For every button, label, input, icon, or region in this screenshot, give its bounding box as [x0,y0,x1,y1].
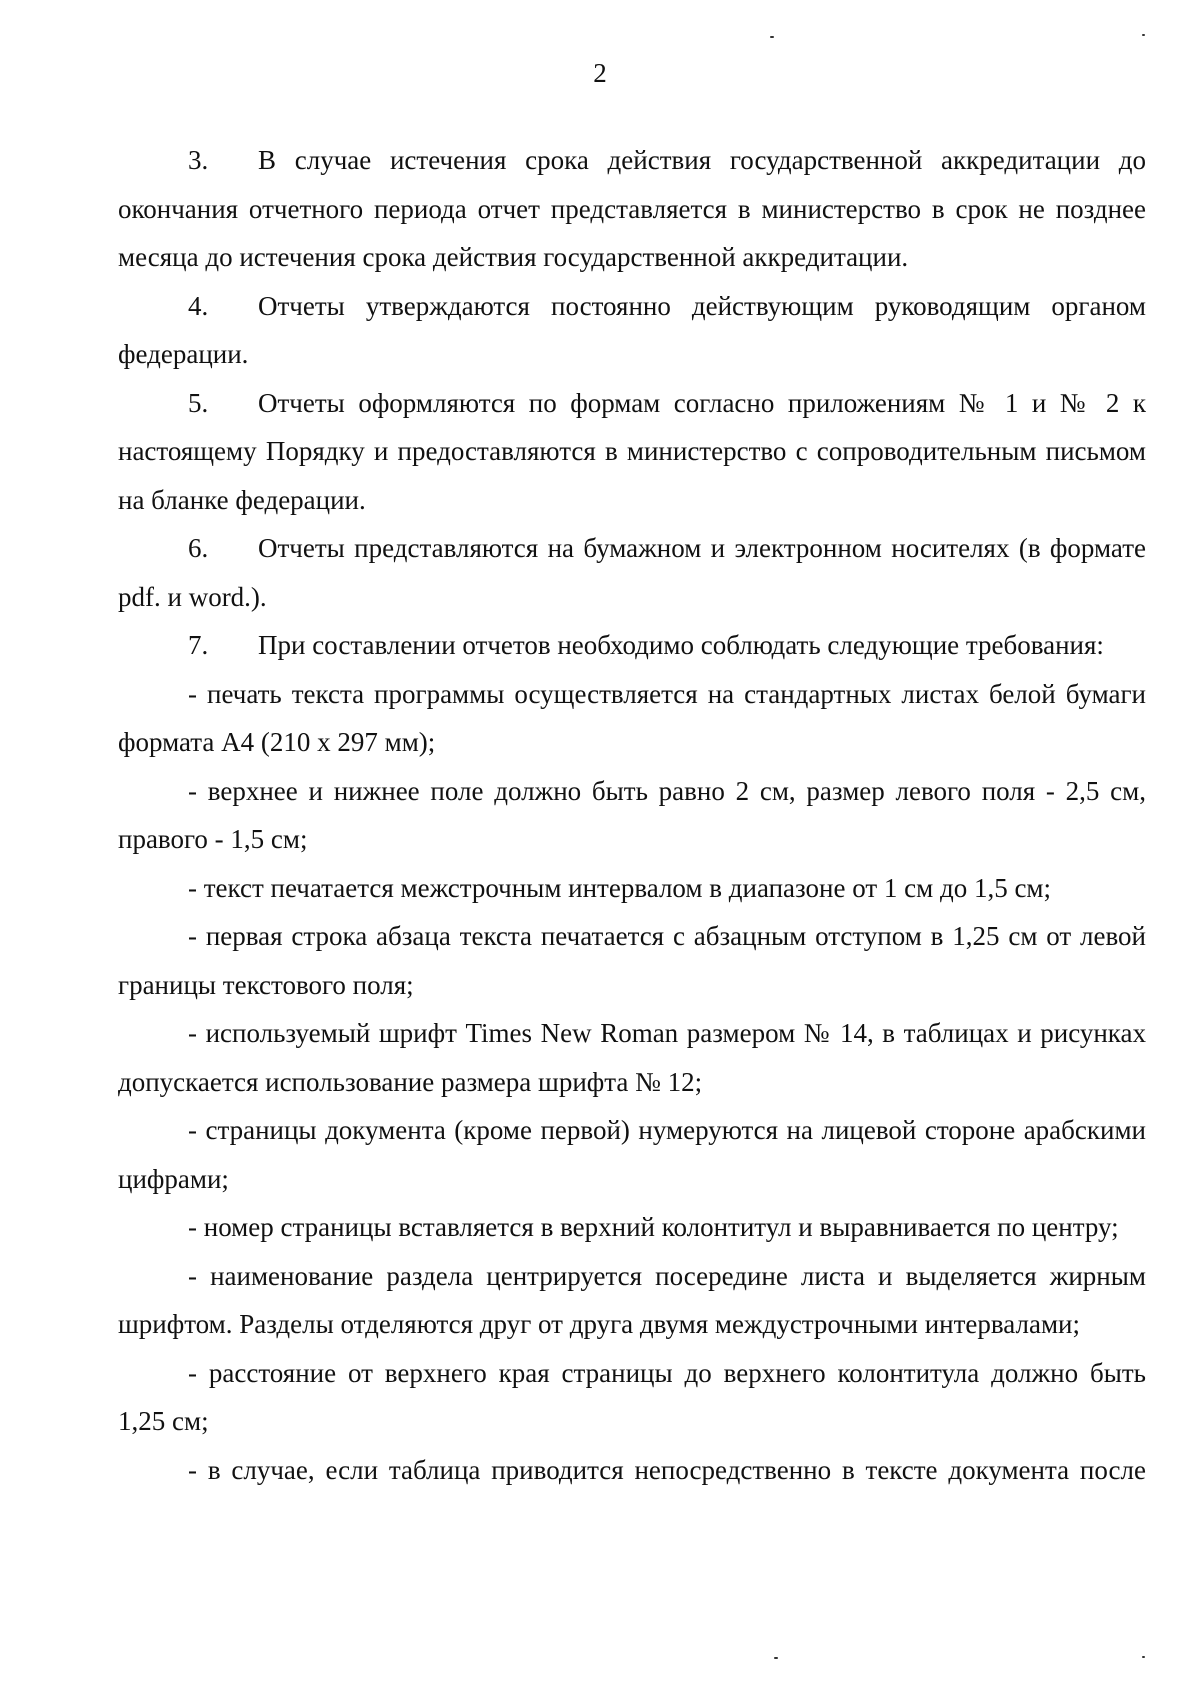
requirement-item: - текст печатается межстрочным интервалом в диапазоне от 1 см до 1,5 см; [188,872,1052,903]
requirement-item: - в случае, если таблица приводится непосредственно в тексте документа после [188,1454,1146,1485]
requirement-item: - расстояние от верхнего края страницы до верхнего колонтитула должно быть 1,25 см; [118,1357,1146,1436]
paragraph-text: В случае истечения срока действия государственной аккредитации до окончания отчетного периода отчет представляется в министерство в срок не позднее месяца до истечения срока действия государственной аккредитации. [118,145,1146,272]
paragraph-7 [118,621,1146,670]
paragraph-5 [118,379,1146,525]
paragraph-number: 3. [188,145,209,175]
paragraph-number: 7. [188,630,209,660]
paragraph-text: Отчеты утверждаются постоянно действующим руководящим органом федерации. [118,290,1146,369]
requirement-item: - используемый шрифт Times New Roman размером № 14, в таблицах и рисунках допускается использование размера шрифта № 12; [118,1018,1146,1097]
paragraph-number: 5. [188,387,209,418]
paragraph-6 [118,524,1146,621]
requirement-item: - наименование раздела центрируется посередине листа и выделяется жирным шрифтом. Разделы отделяются друг от друга двумя междустрочными интервалами; [118,1260,1146,1339]
scan-speck [774,1657,778,1659]
requirement-item: - верхнее и нижнее поле должно быть равно 2 см, размер левого поля - 2,5 см, правого - 1,5 см; [118,775,1146,854]
paragraph-number: 6. [188,533,209,563]
paragraph-4 [118,282,1146,379]
paragraph-3 [118,136,1146,282]
scan-speck [1142,34,1145,36]
document-body [118,136,1146,1494]
scan-speck [770,36,774,38]
paragraph-text: Отчеты представляются на бумажном и электронном носителях (в формате pdf. и word.). [118,533,1146,612]
paragraph-number: 4. [188,290,209,321]
paragraph-text: Отчеты оформляются по формам согласно приложениям № 1 и № 2 к настоящему Порядку и предоставляются в министерство с сопроводительным письмом на бланке федерации. [118,387,1146,515]
requirement-item: - печать текста программы осуществляется на стандартных листах белой бумаги формата А4 (210 х 297 мм); [118,678,1146,757]
scan-speck [1142,1656,1145,1658]
requirement-item: - страницы документа (кроме первой) нумеруются на лицевой стороне арабскими цифрами; [118,1115,1146,1194]
page-number: 2 [593,58,607,88]
requirement-item: - первая строка абзаца текста печатается с абзацным отступом в 1,25 см от левой границы текстового поля; [118,921,1146,1000]
paragraph-text: При составлении отчетов необходимо соблюдать следующие требования: [258,630,1104,660]
requirement-item: - номер страницы вставляется в верхний колонтитул и выравнивается по центру; [188,1212,1119,1242]
